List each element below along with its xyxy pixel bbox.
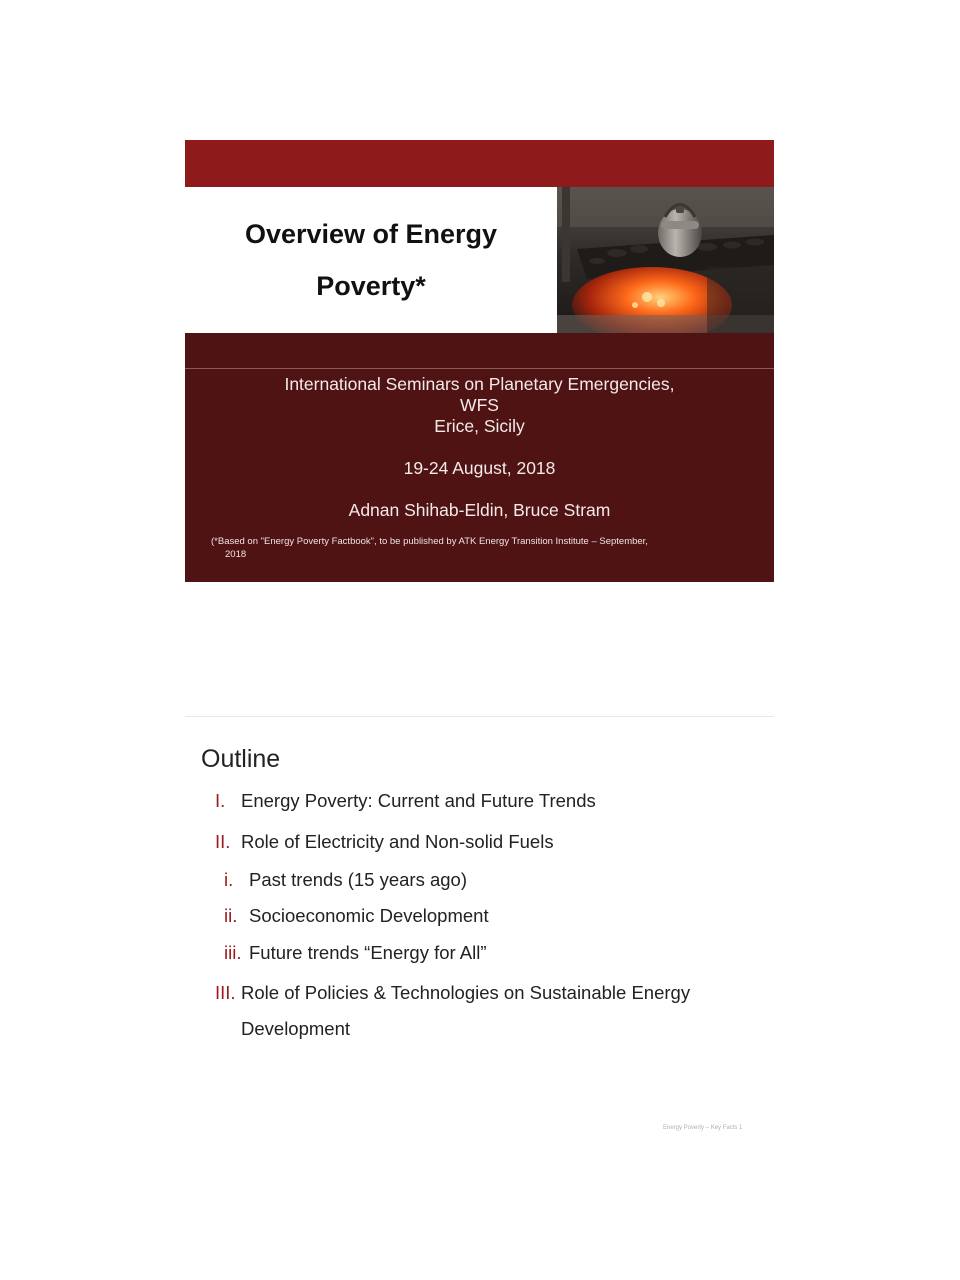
title-slide (185, 140, 774, 582)
outline-item-text: Past trends (15 years ago) (249, 869, 467, 890)
outline-item (215, 831, 554, 853)
outline-subitem (224, 905, 489, 927)
outline-item-text: Energy Poverty: Current and Future Trends (241, 790, 596, 811)
event-date: 19-24 August, 2018 (403, 458, 556, 478)
outline-subitem (224, 869, 467, 891)
outline-item-number: i. (224, 869, 234, 890)
event-location: Erice, Sicily (434, 416, 525, 436)
outline-item-number: I. (215, 790, 226, 811)
outline-item (215, 982, 690, 1004)
outline-slide (185, 717, 774, 1157)
event-info (185, 374, 774, 521)
outline-item-text: Future trends “Energy for All” (249, 942, 487, 963)
footnote-line-2: 2018 (225, 549, 247, 560)
slide-title-line-2: Poverty* (316, 271, 426, 301)
outline-item-text: Development (241, 1018, 351, 1039)
slide-title-box (185, 187, 557, 333)
outline-item-text: Socioeconomic Development (249, 905, 489, 926)
event-line-2: WFS (460, 395, 499, 415)
outline-item-number: II. (215, 831, 231, 852)
kettle-fire-illustration (557, 187, 774, 333)
outline-item-text: Role of Policies & Technologies on Sustainable Energy (241, 982, 691, 1003)
outline-subitem (224, 942, 487, 964)
event-authors: Adnan Shihab-Eldin, Bruce Stram (348, 500, 611, 520)
footnote (211, 535, 751, 561)
band-divider (185, 368, 774, 369)
slide-top-bar (185, 140, 774, 187)
slide-info-band (185, 333, 774, 582)
outline-item-continuation (241, 1018, 350, 1040)
outline-item-number: ii. (224, 905, 238, 926)
footnote-line-1: (*Based on "Energy Poverty Factbook", to be published by ATK Energy Transition Institute – September, (211, 536, 648, 547)
slide-title-line-1: Overview of Energy (244, 219, 498, 249)
outline-title: Outline (201, 745, 281, 773)
outline-item (215, 790, 596, 812)
event-line-1: International Seminars on Planetary Emergencies, (284, 374, 675, 394)
outline-item-number: iii. (224, 942, 242, 963)
slide-footer: Energy Poverty – Key Facts 1 (663, 1125, 743, 1131)
outline-item-text: Role of Electricity and Non-solid Fuels (241, 831, 554, 852)
outline-item-number: III. (215, 982, 236, 1003)
kettle-fire-photo (557, 187, 774, 333)
